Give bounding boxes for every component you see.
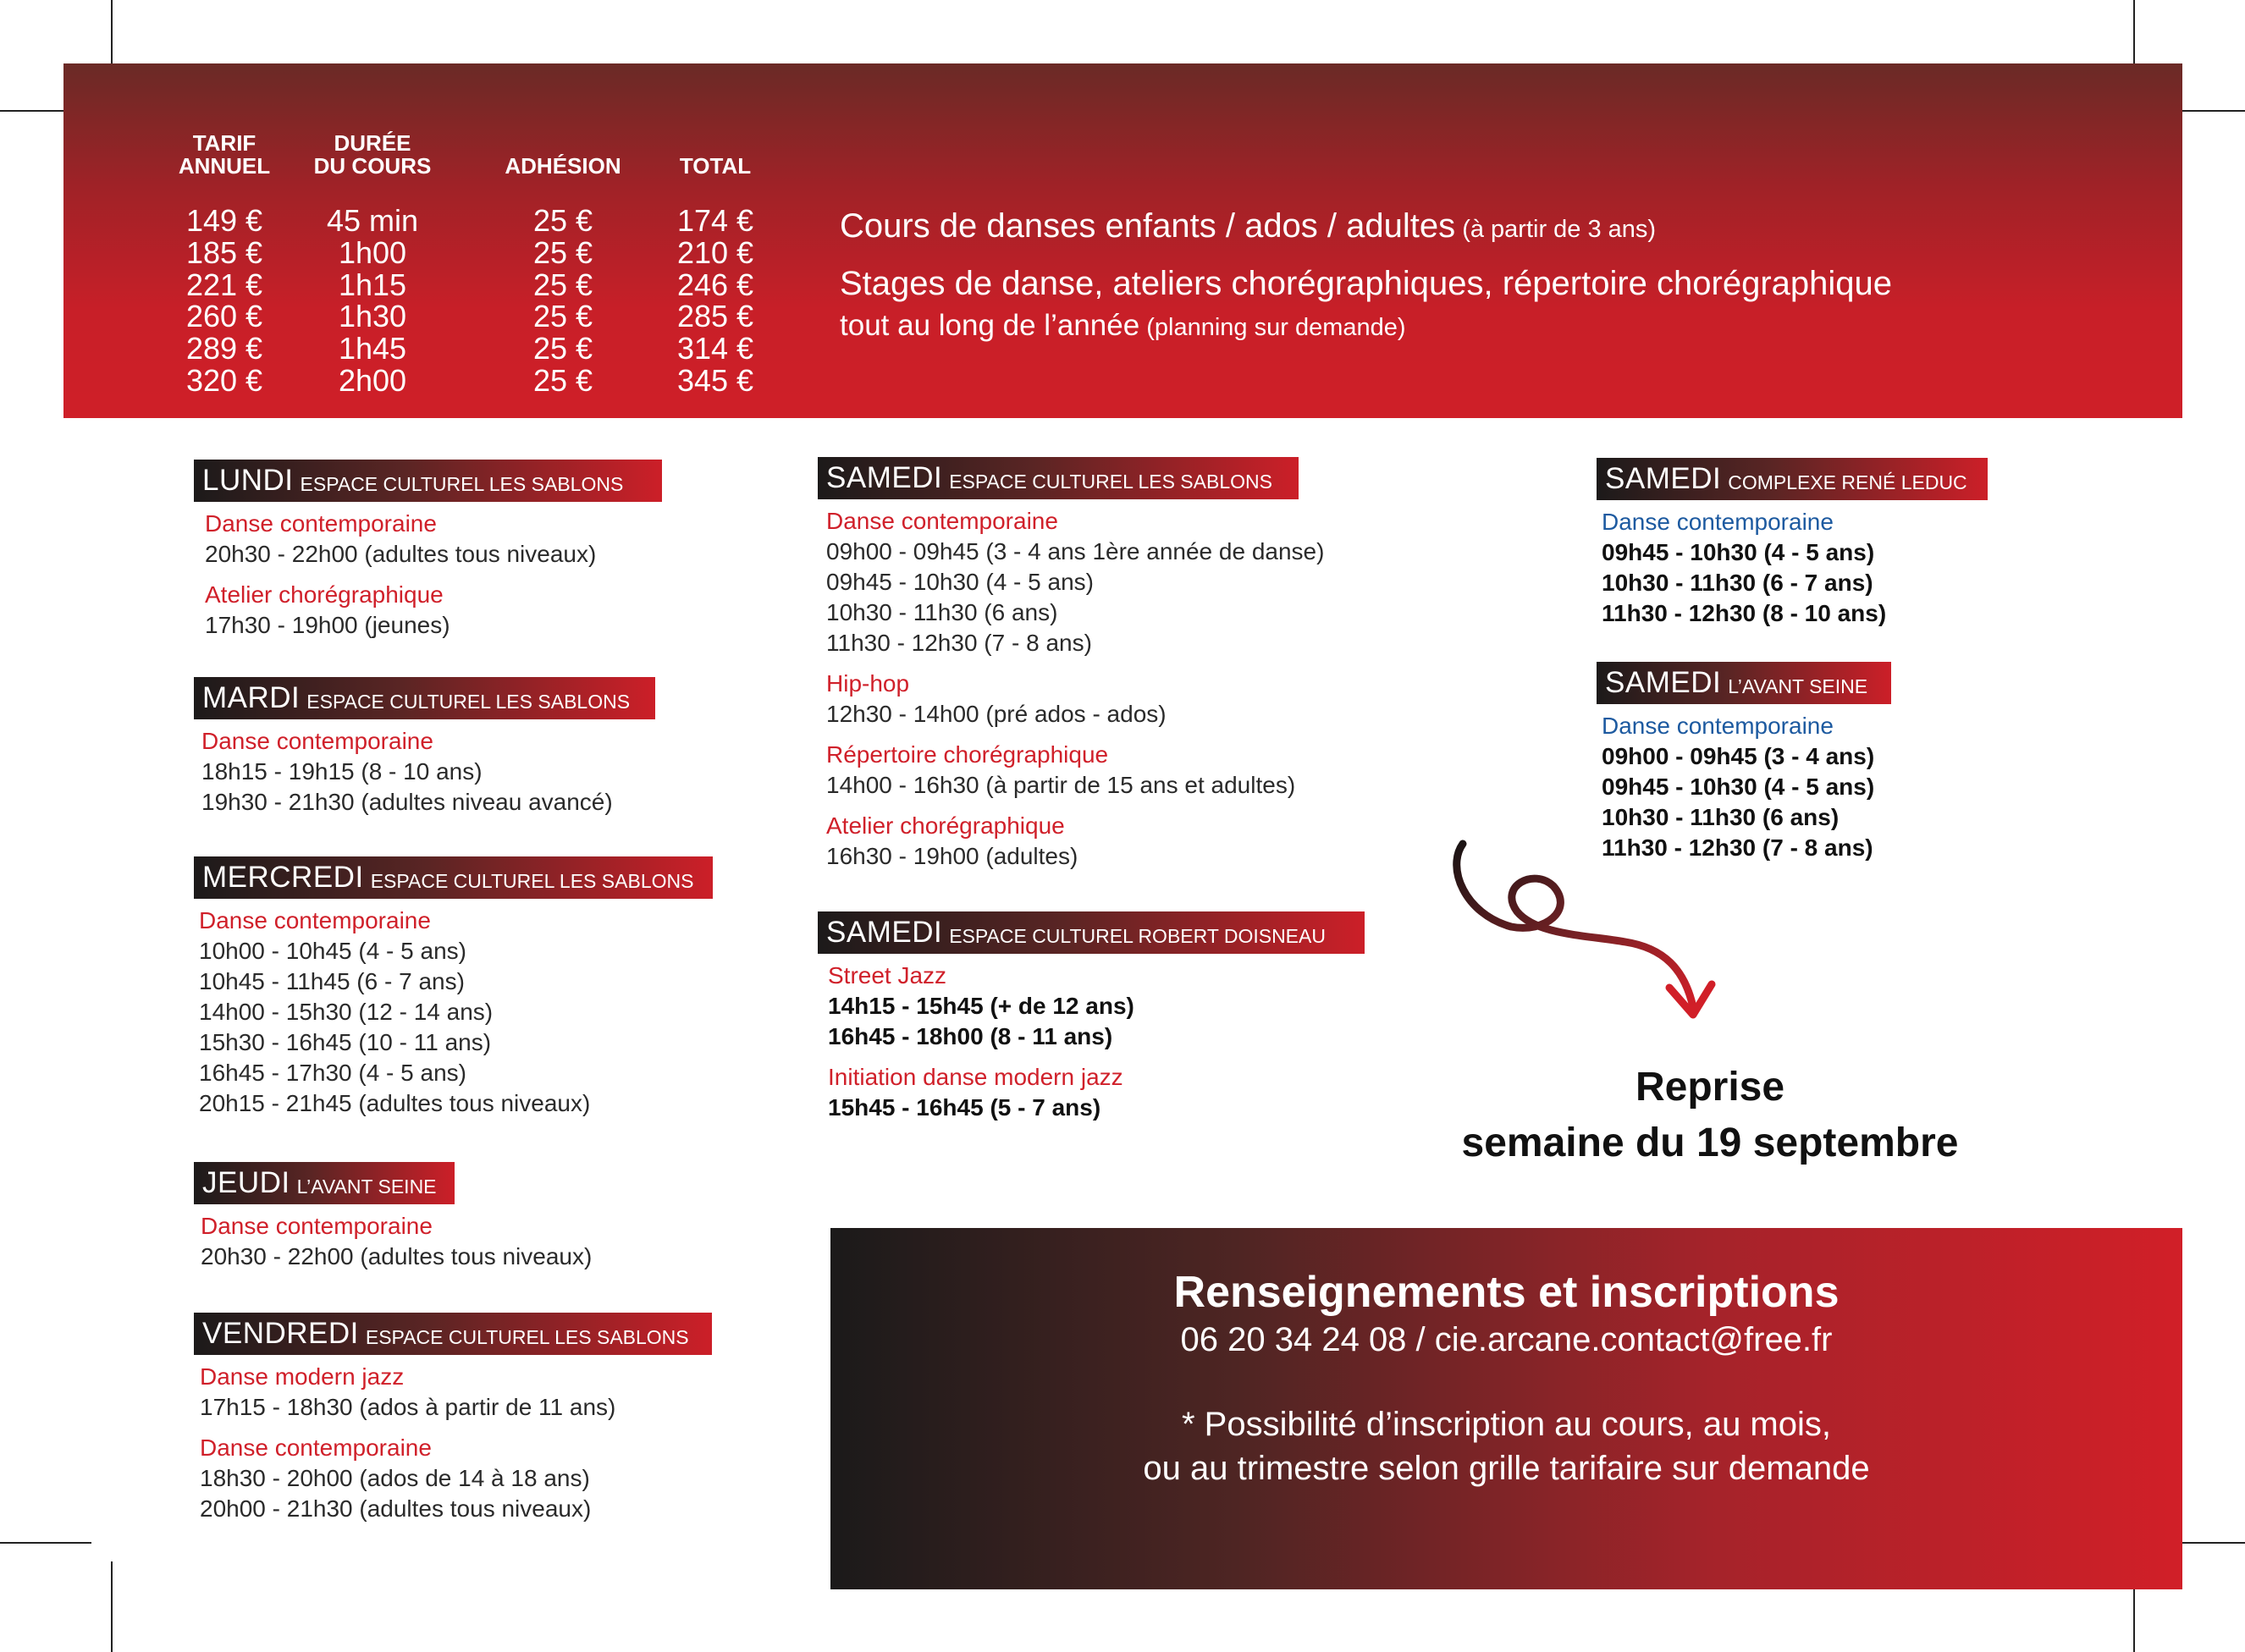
course-time: 14h00 - 16h30 (à partir de 15 ans et adultes): [826, 772, 1296, 798]
day-header-samedi-doisneau: SAMEDI ESPACE CULTUREL ROBERT DOISNEAU: [818, 911, 1365, 954]
total-values: [643, 205, 787, 397]
course-time: 20h30 - 22h00 (adultes tous niveaux): [205, 541, 597, 567]
tarif-value: 289 €: [185, 331, 263, 366]
course-time: 09h00 - 09h45 (3 - 4 ans 1ère année de danse): [826, 538, 1325, 564]
course-time: 15h30 - 16h45 (10 - 11 ans): [199, 1029, 492, 1055]
course-list-mercredi: [199, 906, 590, 1119]
course-title: Danse contemporaine: [201, 1213, 433, 1239]
course-title: Street Jazz: [828, 962, 947, 988]
adhesion-value: 25 €: [532, 267, 593, 302]
course-list-samedi-sablons: [826, 506, 1324, 872]
course-list-vendredi: [200, 1362, 615, 1524]
course-time: 20h15 - 21h45 (adultes tous niveaux): [199, 1090, 591, 1116]
course-time: 18h30 - 20h00 (ados de 14 à 18 ans): [200, 1465, 590, 1491]
course-time: 14h15 - 15h45 (+ de 12 ans): [828, 993, 1134, 1019]
duree-value: 1h30: [338, 299, 407, 334]
course-title: Danse contemporaine: [1602, 509, 1834, 535]
contact-line[interactable]: 06 20 34 24 08 / cie.arcane.contact@free.fr: [1180, 1321, 1833, 1358]
info-box: [830, 1228, 2182, 1589]
course-time: 15h45 - 16h45 (5 - 7 ans): [828, 1094, 1101, 1121]
course-title: Danse contemporaine: [826, 508, 1058, 534]
course-list-mardi: [201, 726, 613, 818]
course-list-samedi-doisneau: [828, 961, 1134, 1123]
crop-mark: [111, 1561, 113, 1652]
day-header-mardi: MARDI ESPACE CULTUREL LES SABLONS: [194, 677, 655, 719]
course-title: Atelier chorégraphique: [826, 812, 1065, 839]
course-time: 18h15 - 19h15 (8 - 10 ans): [201, 758, 483, 785]
course-time: 12h30 - 14h00 (pré ados - ados): [826, 701, 1167, 727]
course-title: Danse contemporaine: [201, 728, 433, 754]
total-column: [643, 132, 787, 397]
duree-values: [288, 205, 457, 397]
course-time: 20h00 - 21h30 (adultes tous niveaux): [200, 1495, 592, 1522]
course-title: Danse contemporaine: [205, 510, 437, 537]
course-title: Danse modern jazz: [200, 1363, 405, 1390]
course-list-jeudi: [201, 1211, 592, 1272]
duree-value: 1h45: [338, 331, 407, 366]
course-time: 09h45 - 10h30 (4 - 5 ans): [1602, 774, 1875, 800]
course-title: Initiation danse modern jazz: [828, 1064, 1123, 1090]
duree-column: [288, 132, 457, 397]
course-time: 10h30 - 11h30 (6 ans): [826, 599, 1058, 625]
course-time: 11h30 - 12h30 (7 - 8 ans): [826, 630, 1092, 656]
total-header: TOTAL: [679, 153, 752, 179]
total-value: 210 €: [676, 234, 754, 270]
total-value: 246 €: [676, 267, 754, 302]
course-time: 10h30 - 11h30 (6 ans): [1602, 804, 1840, 830]
course-time: 09h45 - 10h30 (4 - 5 ans): [1602, 539, 1875, 565]
adhesion-value: 25 €: [532, 362, 593, 398]
course-title: Danse contemporaine: [200, 1434, 432, 1461]
reprise-notice: Reprise semaine du 19 septembre: [1461, 1065, 1959, 1165]
duree-value: 1h00: [338, 234, 407, 270]
course-time: 16h45 - 18h00 (8 - 11 ans): [828, 1023, 1113, 1049]
crop-mark: [0, 1542, 91, 1544]
day-header-lundi: LUNDI ESPACE CULTUREL LES SABLONS: [194, 460, 662, 502]
intro-line-3: tout au long de l’année (planning sur demande): [840, 309, 1406, 342]
course-title: Atelier chorégraphique: [205, 581, 444, 608]
adhesion-column: [470, 132, 656, 397]
course-time: 09h00 - 09h45 (3 - 4 ans): [1602, 743, 1875, 769]
total-value: 314 €: [676, 331, 754, 366]
day-header-samedi-sablons: SAMEDI ESPACE CULTUREL LES SABLONS: [818, 457, 1299, 499]
course-time: 10h30 - 11h30 (6 - 7 ans): [1602, 570, 1873, 596]
info-heading: Renseignements et inscriptions: [1173, 1268, 1840, 1317]
course-time: 11h30 - 12h30 (7 - 8 ans): [1602, 834, 1873, 861]
course-title: Danse contemporaine: [1602, 713, 1834, 739]
course-time: 10h00 - 10h45 (4 - 5 ans): [199, 938, 466, 964]
course-title: Hip-hop: [826, 670, 910, 697]
adhesion-value: 25 €: [532, 331, 593, 366]
intro-line-1: Cours de danses enfants / ados / adultes (à partir de 3 ans): [840, 207, 1657, 245]
course-time: 16h45 - 17h30 (4 - 5 ans): [199, 1060, 466, 1086]
duree-header: DURÉE DU COURS: [313, 130, 432, 179]
course-time: 11h30 - 12h30 (8 - 10 ans): [1602, 600, 1887, 626]
adhesion-value: 25 €: [532, 299, 593, 334]
tarif-value: 260 €: [185, 299, 263, 334]
duree-value: 1h15: [338, 267, 407, 302]
day-header-samedi-leduc: SAMEDI COMPLEXE RENÉ LEDUC: [1597, 458, 1988, 500]
duree-value: 2h00: [338, 362, 407, 398]
course-time: 09h45 - 10h30 (4 - 5 ans): [826, 569, 1094, 595]
course-time: 16h30 - 19h00 (adultes): [826, 843, 1078, 869]
course-time: 19h30 - 21h30 (adultes niveau avancé): [201, 789, 613, 815]
course-title: Danse contemporaine: [199, 907, 431, 933]
day-header-vendredi: VENDREDI ESPACE CULTUREL LES SABLONS: [194, 1313, 712, 1355]
tarif-value: 185 €: [185, 234, 263, 270]
total-value: 345 €: [676, 362, 754, 398]
pricing-banner: [63, 63, 2182, 418]
swirl-arrow-icon: [1439, 834, 1744, 1045]
intro-line-2: Stages de danse, ateliers chorégraphiques, répertoire chorégraphique: [840, 265, 1893, 302]
course-time: 17h30 - 19h00 (jeunes): [205, 612, 450, 638]
day-header-mercredi: MERCREDI ESPACE CULTUREL LES SABLONS: [194, 856, 713, 899]
adhesion-value: 25 €: [532, 203, 593, 238]
adhesion-value: 25 €: [532, 234, 593, 270]
course-time: 14h00 - 15h30 (12 - 14 ans): [199, 999, 494, 1025]
total-value: 285 €: [676, 299, 754, 334]
tarif-header: TARIF ANNUEL: [178, 130, 271, 179]
tarif-column: [157, 132, 292, 397]
adhesion-values: [470, 205, 656, 397]
info-note: * Possibilité d’inscription au cours, au mois,: [1181, 1406, 1831, 1443]
course-time: 17h15 - 18h30 (ados à partir de 11 ans): [200, 1394, 616, 1420]
day-header-jeudi: JEUDI L’AVANT SEINE: [194, 1162, 455, 1204]
adhesion-header: ADHÉSION: [505, 153, 621, 179]
info-note: ou au trimestre selon grille tarifaire sur demande: [1143, 1450, 1870, 1487]
course-list-samedi-leduc: [1602, 507, 1886, 629]
duree-value: 45 min: [326, 203, 419, 238]
day-header-samedi-avant-seine: SAMEDI L’AVANT SEINE: [1597, 662, 1891, 704]
tarif-values: [157, 205, 292, 397]
tarif-value: 221 €: [185, 267, 263, 302]
course-title: Répertoire chorégraphique: [826, 741, 1109, 768]
total-value: 174 €: [676, 203, 754, 238]
course-time: 10h45 - 11h45 (6 - 7 ans): [199, 968, 465, 994]
course-time: 20h30 - 22h00 (adultes tous niveaux): [201, 1243, 593, 1269]
tarif-value: 320 €: [185, 362, 263, 398]
tarif-value: 149 €: [185, 203, 263, 238]
course-list-lundi: [205, 509, 596, 641]
